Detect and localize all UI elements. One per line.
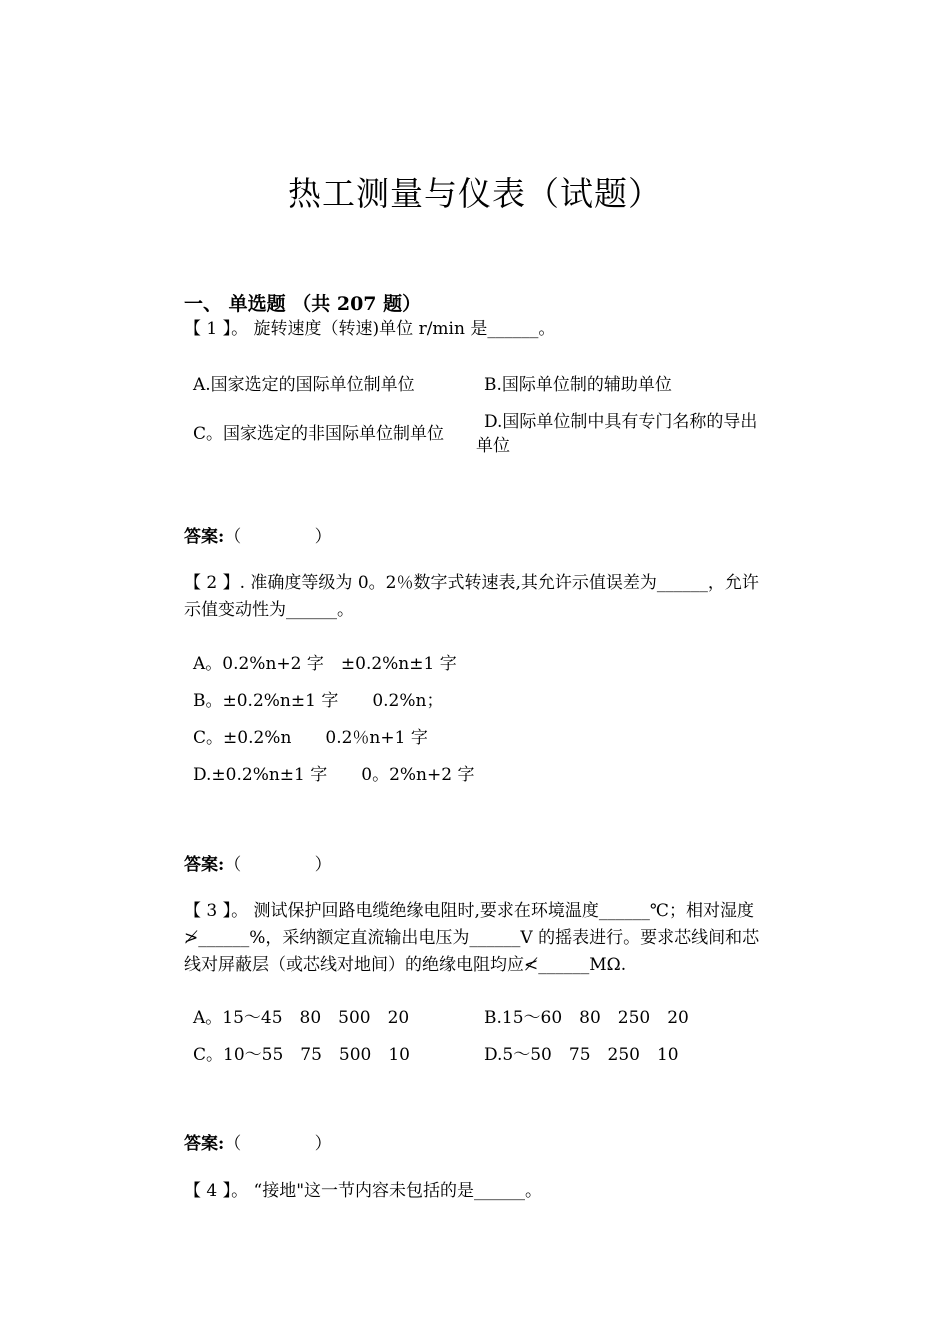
question-1-answer bbox=[184, 522, 332, 547]
question-1-option-a: A.国家选定的国际单位制单位 bbox=[193, 375, 415, 395]
question-1-stem: 【 1 】。 旋转速度（转速)单位 r/min 是______。 bbox=[184, 319, 556, 339]
question-2-option-b: B。±0.2%n±1 字 0.2%n； bbox=[193, 691, 444, 711]
answer-blank: （ ） bbox=[224, 1134, 332, 1154]
section-heading: 一、 单选题 （共 207 题） bbox=[184, 293, 422, 315]
question-2-option-d: D.±0.2%n±1 字 0。2%n+2 字 bbox=[193, 765, 475, 785]
question-3-answer bbox=[184, 1129, 332, 1154]
answer-label: 答案: bbox=[184, 855, 225, 875]
question-3-option-a: A。15～45 80 500 20 bbox=[193, 1008, 410, 1028]
question-2-stem: 【 2 】. 准确度等级为 0。2％数字式转速表,其允许示值误差为______，允许示值变动性为______。 bbox=[184, 573, 759, 620]
question-4-stem: 【 4 】。 “接地"这一节内容未包括的是______。 bbox=[184, 1181, 543, 1201]
question-3-stem: 【 3 】。 测试保护回路电缆绝缘电阻时,要求在环境温度______℃；相对湿度≯______%，采纳额定直流输出电压为______V 的摇表进行。要求芯线间和芯线对屏蔽层（或芯线对地间）的绝缘电阻均应≮______MΩ. bbox=[184, 901, 760, 975]
question-2-option-a: A。0.2%n+2 字 ±0.2%n±1 字 bbox=[193, 654, 457, 674]
question-1-option-c: C。国家选定的非国际单位制单位 bbox=[193, 424, 445, 444]
answer-blank: （ ） bbox=[224, 527, 332, 547]
answer-label: 答案: bbox=[184, 527, 225, 547]
answer-label: 答案: bbox=[184, 1134, 225, 1154]
page-title: 热工测量与仪表（试题） bbox=[288, 174, 662, 213]
question-1-option-d: D.国际单位制中具有专门名称的导出单位 bbox=[476, 412, 758, 456]
answer-blank: （ ） bbox=[224, 855, 332, 875]
question-2-answer bbox=[184, 850, 332, 875]
question-3-option-c: C。10～55 75 500 10 bbox=[193, 1045, 410, 1065]
question-1-option-b: B.国际单位制的辅助单位 bbox=[484, 375, 672, 395]
question-3-option-b: B.15～60 80 250 20 bbox=[484, 1008, 689, 1028]
question-2-option-c: C。±0.2%n 0.2％n+1 字 bbox=[193, 728, 428, 748]
question-3-option-d: D.5～50 75 250 10 bbox=[484, 1045, 679, 1065]
